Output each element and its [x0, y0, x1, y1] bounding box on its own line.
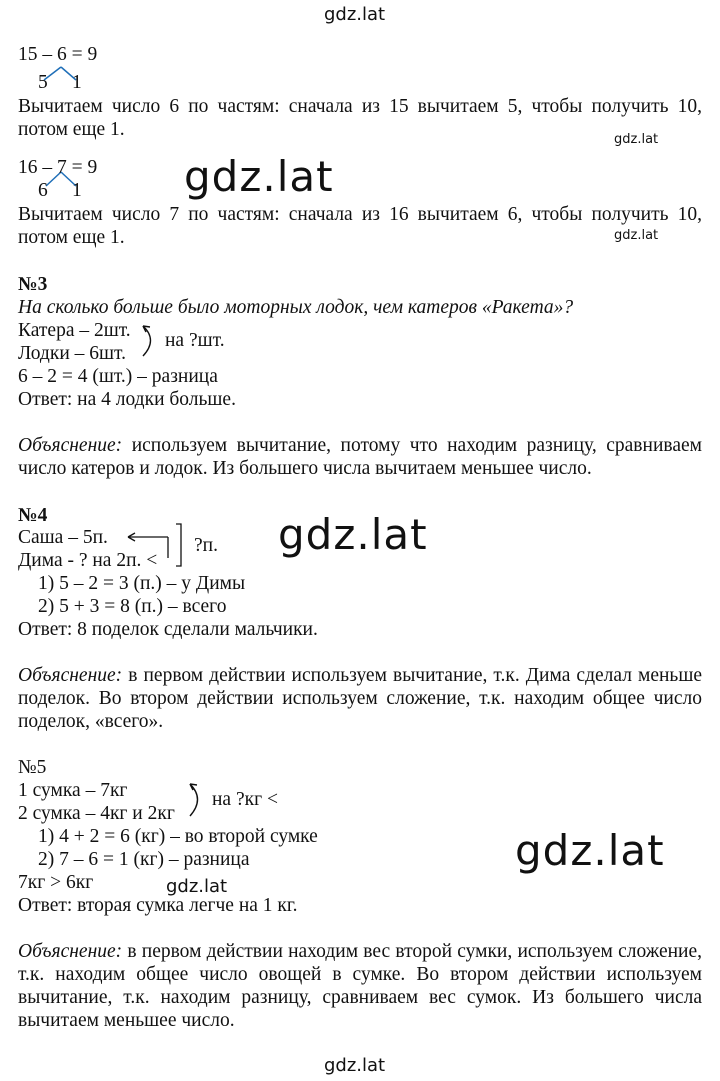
- comparison-line: 7кг > 6кг: [18, 872, 94, 893]
- solution-step: 2) 7 – 6 = 1 (кг) – разница: [38, 849, 250, 870]
- answer-line: Ответ: на 4 лодки больше.: [18, 389, 236, 410]
- brace-label: на ?кг <: [212, 789, 278, 810]
- watermark-small: gdz.lat: [614, 228, 659, 243]
- explanation-text: Вычитаем число 7 по частям: сначала из 16 вычитаем 6, чтобы получить 10, потом еще 1.: [18, 204, 702, 248]
- decomposition-part: 6: [38, 180, 48, 201]
- explanation-paragraph: [18, 940, 702, 1032]
- watermark-mid: gdz.lat: [166, 876, 228, 897]
- watermark-bottom: gdz.lat: [324, 1055, 386, 1076]
- condition-line: Катера – 2шт.: [18, 320, 131, 341]
- condition-line: Дима - ? на 2п. <: [18, 550, 158, 571]
- condition-line: 2 сумка – 4кг и 2кг: [18, 803, 175, 824]
- condition-line: Лодки – 6шт.: [18, 343, 126, 364]
- task-question: На сколько больше было моторных лодок, чем катеров «Ракета»?: [18, 297, 574, 318]
- answer-line: Ответ: 8 поделок сделали мальчики.: [18, 619, 318, 640]
- explanation-text: в первом действии используем вычитание, т.к. Дима сделал меньше поделок. Во втором действии используем сложение, т.к. находим общее число поделок, «всего».: [18, 665, 702, 732]
- condition-line: 1 сумка – 7кг: [18, 780, 128, 801]
- answer-line: Ответ: вторая сумка легче на 1 кг.: [18, 895, 298, 916]
- watermark-top: gdz.lat: [324, 4, 386, 25]
- watermark-small: gdz.lat: [614, 132, 659, 147]
- watermark-large: gdz.lat: [515, 826, 665, 875]
- condition-line: Саша – 5п.: [18, 527, 108, 548]
- compare-arrow: [143, 326, 151, 356]
- solution-step: 2) 5 + 3 = 8 (п.) – всего: [38, 596, 227, 617]
- equation: 15 – 6 = 9: [18, 44, 98, 65]
- explanation-text: используем вычитание, потому что находим разницу, сравниваем число катеров и лодок. Из большего числа вычитаем меньшее число.: [18, 435, 702, 479]
- explanation-label: Объяснение:: [18, 435, 123, 456]
- decomposition-part: 5: [38, 72, 48, 93]
- task-number: №4: [18, 505, 48, 526]
- total-brace: [176, 524, 181, 566]
- brace-label: на ?шт.: [165, 330, 225, 351]
- watermark-large: gdz.lat: [184, 152, 334, 201]
- solution-step: 1) 5 – 2 = 3 (п.) – у Димы: [38, 573, 246, 594]
- task-number: №5: [18, 757, 47, 778]
- explanation-paragraph: [18, 664, 702, 733]
- explanation-label: Объяснение:: [18, 665, 123, 686]
- explanation-label: Объяснение:: [18, 941, 123, 962]
- solution-line: 6 – 2 = 4 (шт.) – разница: [18, 366, 218, 387]
- explanation-text: Вычитаем число 6 по частям: сначала из 15 вычитаем 5, чтобы получить 10, потом еще 1.: [18, 96, 702, 140]
- task-number: №3: [18, 274, 48, 295]
- explanation-text: в первом действии находим вес второй сумки, используем сложение, т.к. находим общее число овощей в сумке. Во втором действии используем вычитание, т.к. находим разницу, сравниваем вес сумок. Из большего числа вычитаем меньшее число.: [18, 941, 702, 1031]
- compare-arrow: [190, 784, 198, 816]
- solution-step: 1) 4 + 2 = 6 (кг) – во второй сумке: [38, 826, 318, 847]
- watermark-large: gdz.lat: [278, 510, 428, 559]
- decomposition-part: 1: [72, 180, 82, 201]
- explanation-paragraph: [18, 434, 702, 480]
- brace-label: ?п.: [194, 535, 218, 556]
- decomposition-part: 1: [72, 72, 82, 93]
- equation: 16 – 7 = 9: [18, 157, 98, 178]
